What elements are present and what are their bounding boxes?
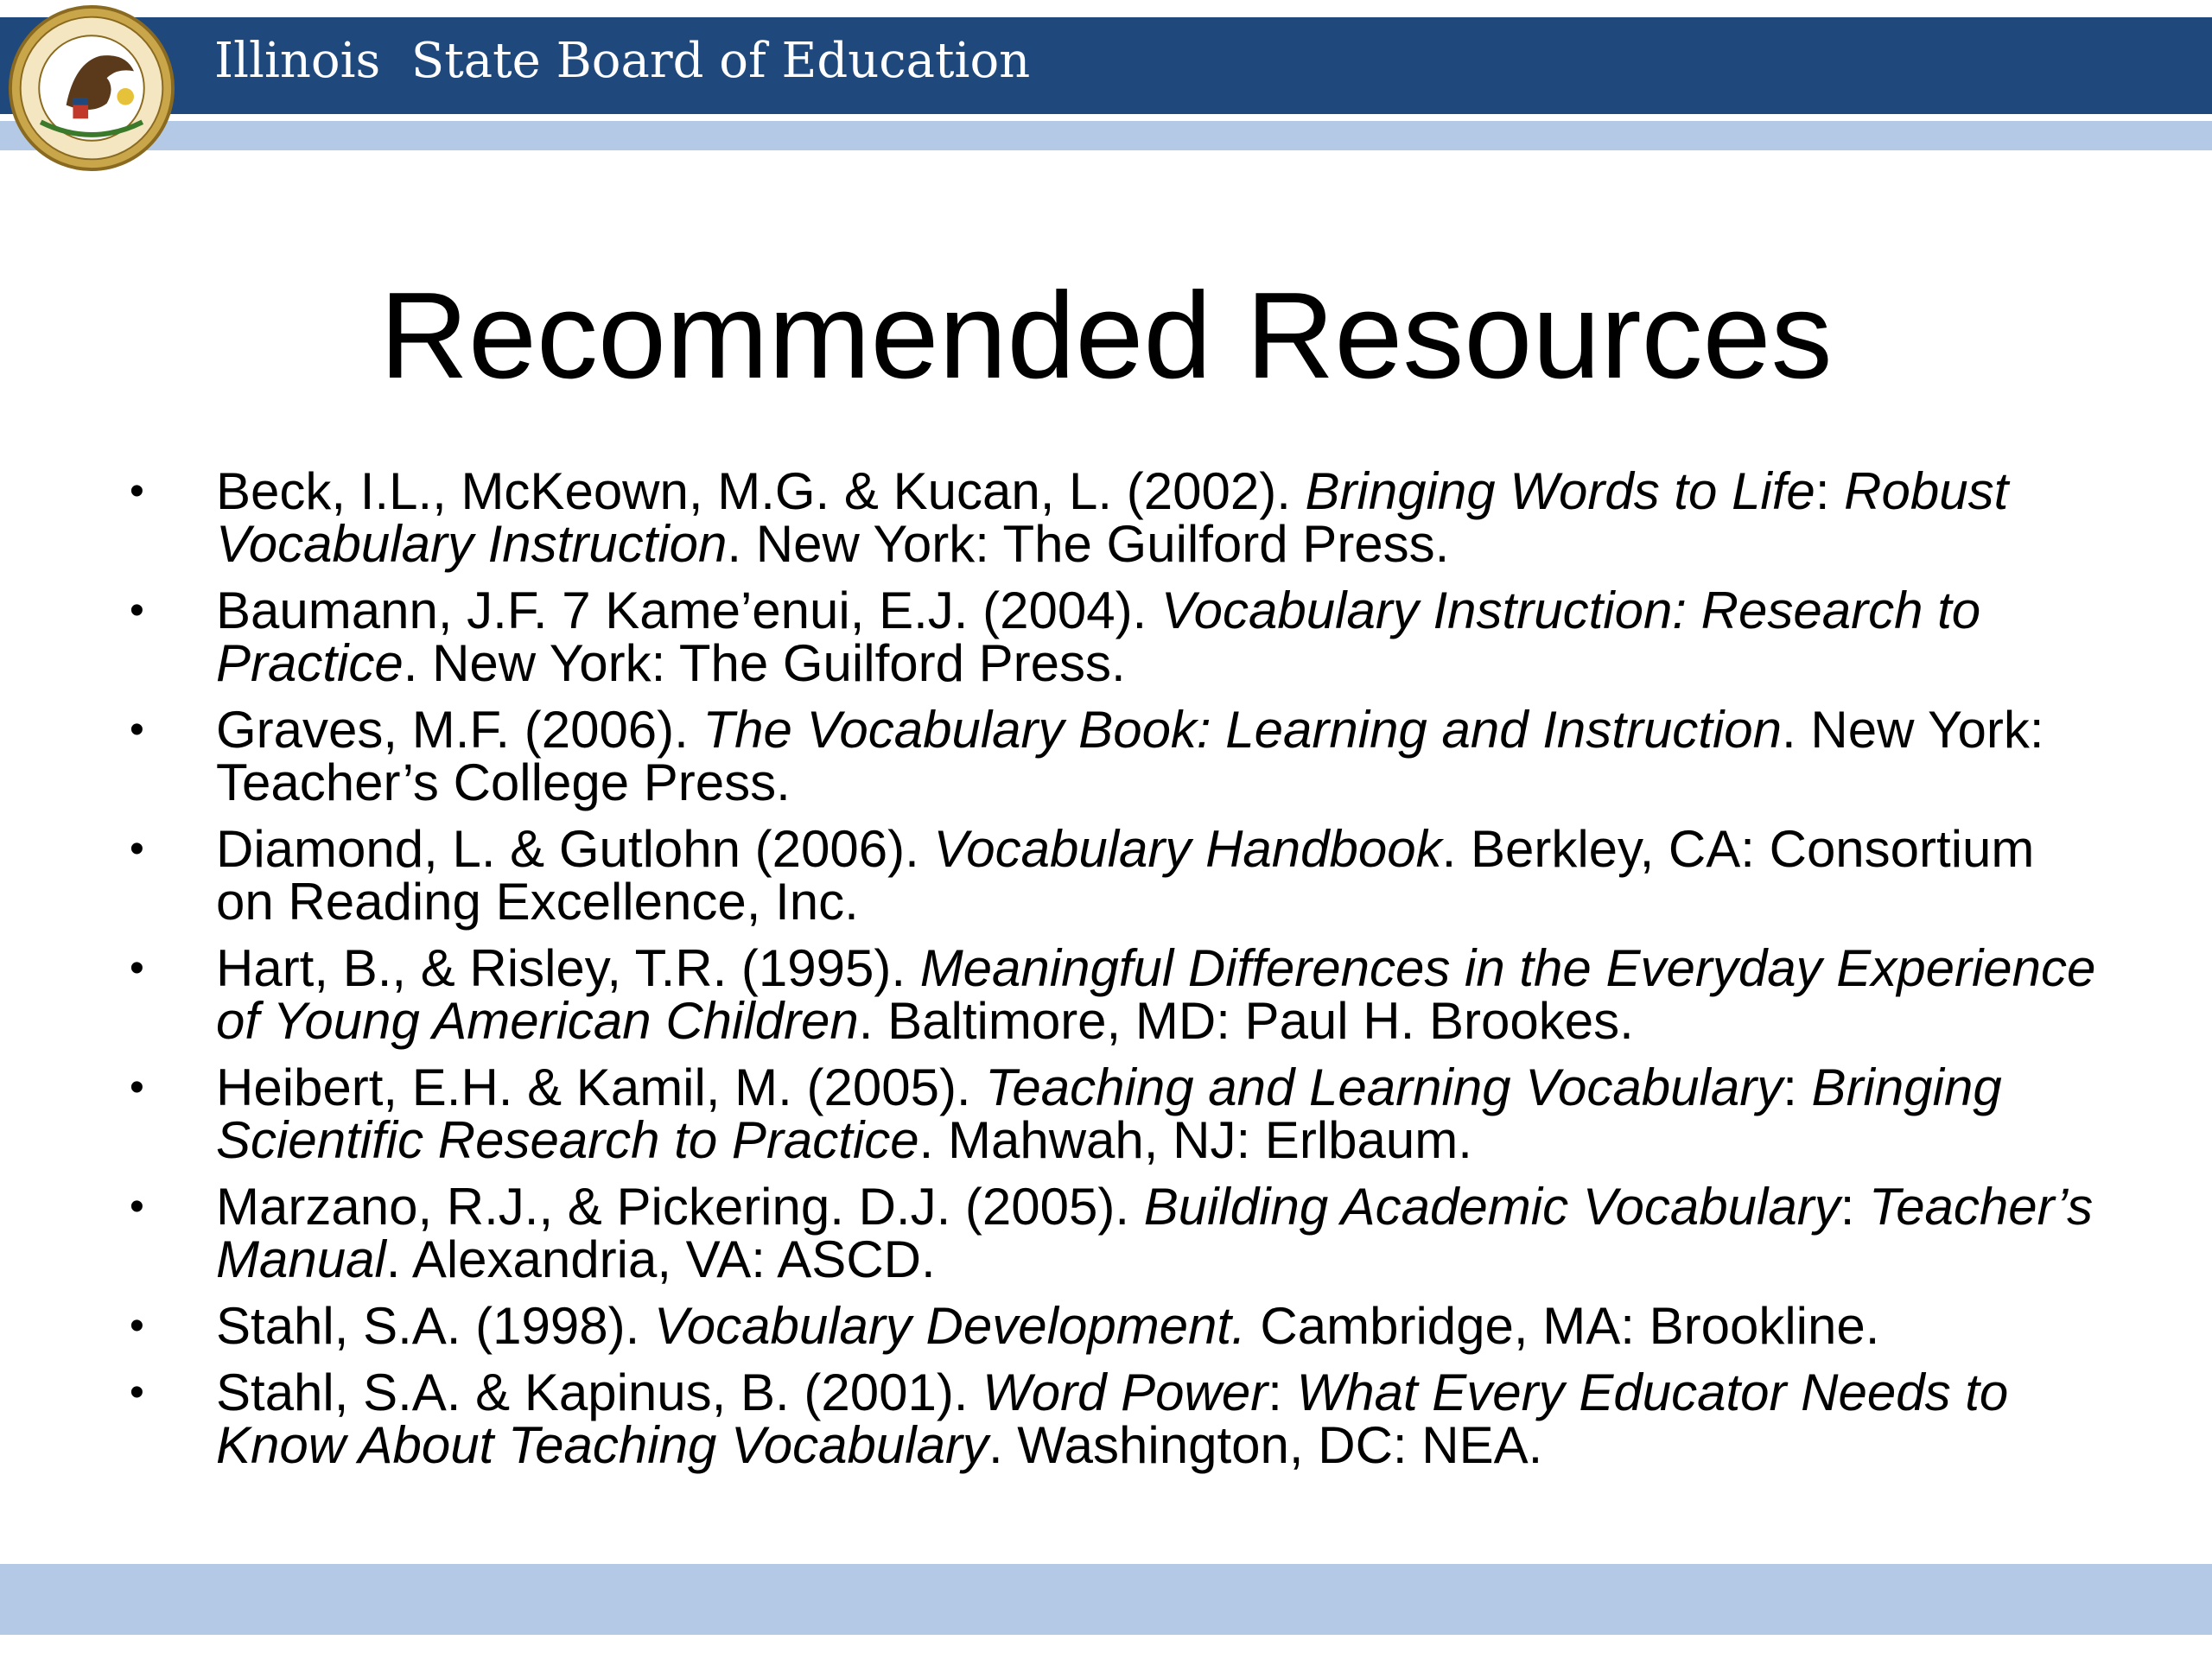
reference-item xyxy=(130,939,2100,1050)
reference-item xyxy=(130,1363,2100,1474)
reference-publisher: . New York: Teacher’s College Press. xyxy=(216,701,2044,811)
organization-name: Illinois State Board of Education xyxy=(214,33,1031,89)
footer-bar xyxy=(0,1564,2212,1635)
reference-separator: : xyxy=(1783,1058,1812,1116)
illinois-state-seal-icon xyxy=(7,3,176,173)
reference-title: Word Power xyxy=(982,1363,1268,1421)
reference-item xyxy=(130,462,2100,573)
reference-title: The Vocabulary Book: Learning and Instruction xyxy=(702,701,1783,759)
reference-title: Bringing Words to Life xyxy=(1305,462,1815,520)
bullet-icon: • xyxy=(130,1370,144,1415)
bullet-icon: • xyxy=(130,588,144,633)
reference-authors: Heibert, E.H. & Kamil, M. (2005). xyxy=(216,1058,986,1116)
reference-separator: : xyxy=(1815,462,1845,520)
reference-publisher: . Berkley, CA: Consortium on Reading Excellence, Inc. xyxy=(216,820,2035,931)
reference-title: Vocabulary Instruction: Research to Practice xyxy=(216,582,1981,692)
reference-item xyxy=(130,820,2100,931)
reference-separator: : xyxy=(1268,1363,1297,1421)
reference-subtitle: Bringing Scientific Research to Practice xyxy=(216,1058,2002,1169)
slide-title: Recommended Resources xyxy=(379,267,1833,404)
reference-subtitle: Robust Vocabulary Instruction xyxy=(216,462,2009,573)
bullet-icon: • xyxy=(130,826,144,872)
reference-publisher: . Alexandria, VA: ASCD. xyxy=(385,1230,936,1288)
bullet-icon: • xyxy=(130,1303,144,1349)
reference-title: Vocabulary Handbook xyxy=(933,820,1442,878)
reference-separator: : xyxy=(1840,1178,1870,1236)
reference-publisher: . Baltimore, MD: Paul H. Brookes. xyxy=(858,992,1634,1050)
reference-subtitle: Teacher’s Manual xyxy=(216,1178,2094,1288)
header-stripe-white xyxy=(0,114,2212,121)
reference-item xyxy=(130,1180,2100,1286)
reference-title: Building Academic Vocabulary xyxy=(1143,1178,1840,1236)
reference-title: Teaching and Learning Vocabulary xyxy=(985,1058,1783,1116)
reference-list xyxy=(130,462,2100,1485)
reference-authors: Stahl, S.A. (1998). xyxy=(216,1297,654,1355)
reference-publisher: Cambridge, MA: Brookline. xyxy=(1245,1297,1880,1355)
bullet-icon: • xyxy=(130,945,144,991)
bullet-icon: • xyxy=(130,1065,144,1110)
reference-publisher: . Mahwah, NJ: Erlbaum. xyxy=(918,1111,1472,1169)
reference-authors: Beck, I.L., McKeown, M.G. & Kucan, L. (2002). xyxy=(216,462,1306,520)
bullet-icon: • xyxy=(130,707,144,753)
reference-authors: Stahl, S.A. & Kapinus, B. (2001). xyxy=(216,1363,983,1421)
reference-item xyxy=(130,703,2100,809)
reference-title: Meaningful Differences in the Everyday Experience of Young American Children xyxy=(216,939,2096,1050)
reference-item xyxy=(130,584,2100,690)
reference-authors: Graves, M.F. (2006). xyxy=(216,701,703,759)
reference-publisher: . New York: The Guilford Press. xyxy=(727,515,1450,573)
bullet-icon: • xyxy=(130,1184,144,1230)
bullet-icon: • xyxy=(130,468,144,514)
reference-authors: Baumann, J.F. 7 Kame’enui, E.J. (2004). xyxy=(216,582,1161,639)
reference-item xyxy=(130,1297,2100,1355)
reference-publisher: . Washington, DC: NEA. xyxy=(988,1416,1543,1474)
reference-title: Vocabulary Development. xyxy=(653,1297,1246,1355)
reference-authors: Hart, B., & Risley, T.R. (1995). xyxy=(216,939,920,997)
reference-item xyxy=(130,1058,2100,1169)
header-stripe-light xyxy=(0,121,2212,150)
reference-publisher: . New York: The Guilford Press. xyxy=(403,634,1126,692)
reference-authors: Diamond, L. & Gutlohn (2006). xyxy=(216,820,934,878)
reference-authors: Marzano, R.J., & Pickering. D.J. (2005). xyxy=(216,1178,1144,1236)
reference-subtitle: What Every Educator Needs to Know About Teaching Vocabulary xyxy=(216,1363,2009,1474)
